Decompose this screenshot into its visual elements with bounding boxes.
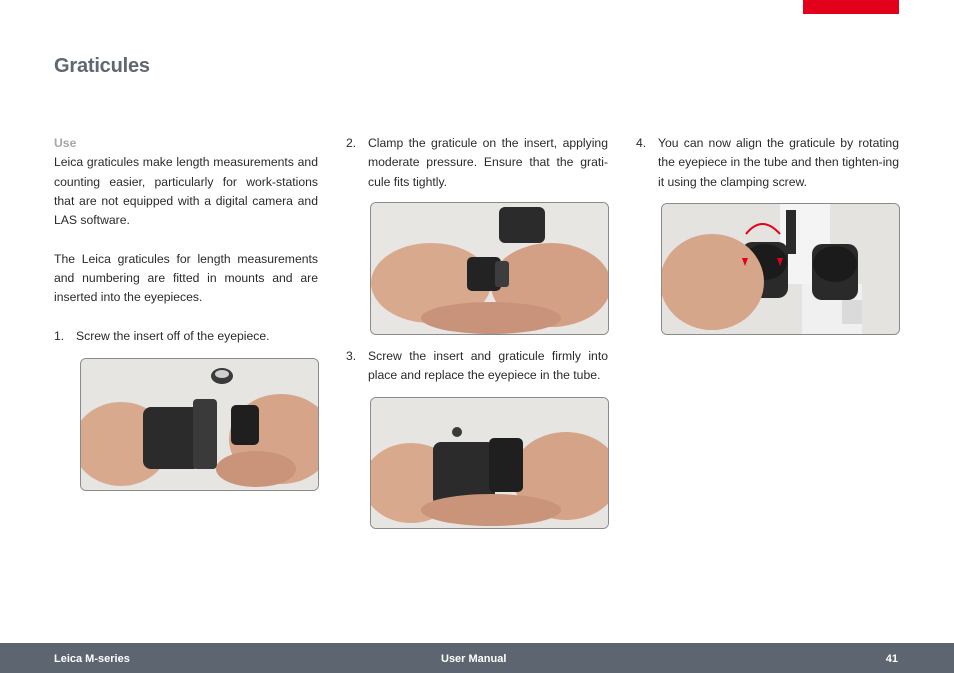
header-accent-tab <box>803 0 899 14</box>
page-title: Graticules <box>54 55 150 77</box>
use-paragraph-1: Leica graticules make length measurements and counting easier, particularly for work-stations that are not equipped with a digital camera and LAS software. <box>54 155 318 228</box>
step-1-number: 1. <box>54 328 65 343</box>
step-4-photo <box>661 203 900 335</box>
step-2-text: Clamp the graticule on the insert, applying moderate pressure. Ensure that the grati-cule fits tightly. <box>368 136 608 189</box>
step-3-photo <box>370 397 609 529</box>
step-2 <box>346 134 608 192</box>
footer-product-name: Leica M-series <box>54 653 130 665</box>
step-2-photo <box>370 202 609 335</box>
step-3-text: Screw the insert and graticule firmly into place and replace the eyepiece in the tube. <box>368 349 608 383</box>
step-4 <box>636 134 899 192</box>
step-2-number: 2. <box>346 136 357 150</box>
footer-page-number: 41 <box>885 653 898 665</box>
step-1-text: Screw the insert off of the eyepiece. <box>76 328 270 343</box>
step-1-photo <box>80 358 319 491</box>
footer-document-title: User Manual <box>441 653 507 665</box>
step-3-number: 3. <box>346 349 357 363</box>
column-use <box>54 134 318 346</box>
use-paragraph-2: The Leica graticules for length measurements and numbering are fitted in mounts and are inserted into the eyepieces. <box>54 251 318 305</box>
step-3 <box>346 347 608 386</box>
step-4-number: 4. <box>636 136 647 150</box>
step-1 <box>54 327 318 346</box>
step-3-block <box>346 347 608 386</box>
use-heading: Use <box>54 136 77 150</box>
column-steps-2-3 <box>346 134 608 192</box>
step-4-text: You can now align the graticule by rotating the eyepiece in the tube and then tighten-ing it using the clamping screw. <box>658 136 899 189</box>
page-footer <box>0 643 954 673</box>
column-step-4 <box>636 134 899 192</box>
